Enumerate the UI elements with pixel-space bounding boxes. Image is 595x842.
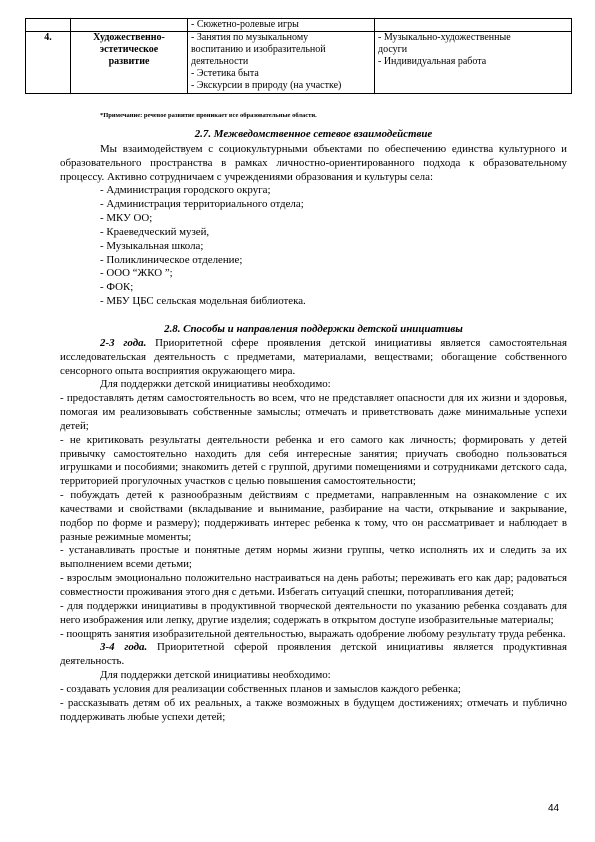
page-content xyxy=(60,128,567,724)
table-cell: - Сюжетно-ролевые игры xyxy=(188,19,375,32)
list-item: - Музыкальная школа; xyxy=(100,239,204,252)
activities-table xyxy=(25,18,572,94)
list-item: - Поликлиническое отделение; xyxy=(100,253,243,266)
list-item: - МБУ ЦБС сельская модельная библиотека. xyxy=(100,295,306,308)
page-number: 44 xyxy=(548,803,560,814)
section-heading: 2.7. Межведомственное сетевое взаимодействие xyxy=(194,128,433,140)
list-item: - поощрять занятия изобразительной деятельностью, выражать одобрение любому результату труда ребенка. xyxy=(60,627,566,640)
list-item: - побуждать детей к разнообразным действиям с предметами, направленным на ознакомление с их качествами и свойствами (вкладывание и вынимание, разбирание на части, открывание и закрывание, подбор по форме и размеру); поддерживать интерес ребенка к тому, что он рассматривает и наблюдает в разные режимные моменты; xyxy=(60,489,567,543)
paragraph: 2-3 года. Приоритетной сфере проявления детской инициативы является самостоятельная исследовательская деятельность с предметами, материалами, веществами; обогащение собственного сенсорного опыта восприятия окружающего мира. xyxy=(60,336,567,377)
row-number: 4. xyxy=(26,32,71,94)
list-item: - взрослым эмоционально положительно настраиваться на день работы; переживать его как дар; радоваться совместности проживания этого дня с детьми. Избегать ситуаций спешки, поторапливания детей; xyxy=(60,572,567,598)
activities-cell: - Занятия по музыкальному воспитанию и изобразительной деятельности - Эстетика быта - Экскурсии в природу (на участке) xyxy=(188,32,375,94)
list-item: - рассказывать детям об их реальных, а также возможных в будущем достижениях; отмечать и публично поддерживать любые успехи детей; xyxy=(60,696,567,723)
area-name: Художественно- эстетическое развитие xyxy=(71,32,188,94)
list-item: - Администрация городского округа; xyxy=(100,184,271,197)
paragraph: Для поддержки детской инициативы необходимо: xyxy=(100,669,331,682)
list-item: - не критиковать результаты деятельности ребенка и его самого как личность; формировать у детей привычку самостоятельно находить для себя интересные занятия; приучать свободно пользоваться игрушками и пособиями; знакомить детей с группой, другими помещениями и сотрудниками детского сада, территорией прогулочных участков с целью повышения самостоятельности; xyxy=(60,433,567,488)
table-row xyxy=(26,32,572,94)
table-row xyxy=(26,19,572,32)
paragraph: Мы взаимодействуем с социокультурными объектами по обеспечению единства культурного и образовательного пространства в рамках личностно-ориентированного подхода к образовательному процессу. Активно сотрудничаем с учреждениями образования и культуры села: xyxy=(60,142,567,183)
list-item: - МКУ ОО; xyxy=(100,212,153,225)
forms-cell: - Музыкально-художественные досуги - Индивидуальная работа xyxy=(375,32,572,94)
list-item: - Краеведческий музей, xyxy=(100,225,210,238)
list-item: - ФОК; xyxy=(100,281,134,294)
list-item: - предоставлять детям самостоятельность во всем, что не представляет опасности для их жизни и здоровья, помогая им реализовывать собственные замыслы; отмечать и приветствовать даже минимальные успехи детей; xyxy=(60,392,567,432)
list-item: - Администрация территориального отдела; xyxy=(100,198,304,211)
paragraph: Для поддержки детской инициативы необходимо: xyxy=(100,378,331,391)
list-item: - устанавливать простые и понятные детям нормы жизни группы, четко исполнять их и следить за их выполнением всеми детьми; xyxy=(60,544,567,571)
list-item: - ООО “ЖКО ”; xyxy=(100,267,173,280)
list-item: - для поддержки инициативы в продуктивной творческой деятельности по указанию ребенка создавать для него изображения или лепку, другие изделия; содержать в открытом доступе изобразительные материалы; xyxy=(60,599,567,626)
table-note: *Примечание: речевое развитие проникает все образовательные области. xyxy=(100,112,317,119)
section-heading: 2.8. Способы и направления поддержки детской инициативы xyxy=(164,322,463,335)
paragraph: 3-4 года. Приоритетной сферой проявления детской инициативы является продуктивная деятельность. xyxy=(60,641,567,668)
list-item: - создавать условия для реализации собственных планов и замыслов каждого ребенка; xyxy=(60,682,461,695)
